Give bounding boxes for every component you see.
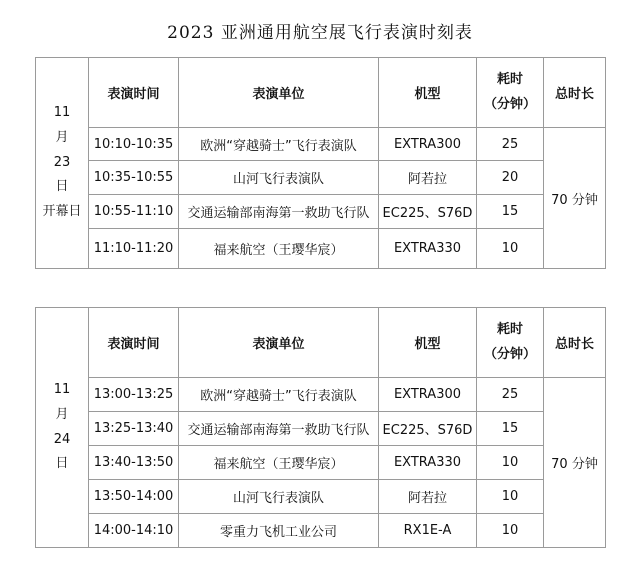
date-line: 开幕日 bbox=[42, 204, 82, 220]
table-row bbox=[36, 128, 606, 161]
cell-unit: 欧洲“穿越骑士”飞行表演队 bbox=[179, 378, 379, 412]
header-duration bbox=[477, 308, 544, 378]
date-cell-day1 bbox=[36, 58, 89, 269]
cell-total-day1: 70 分钟 bbox=[544, 128, 606, 269]
cell-model: EC225、S76D bbox=[379, 412, 477, 446]
header-unit: 表演单位 bbox=[179, 58, 379, 128]
cell-unit: 山河飞行表演队 bbox=[179, 480, 379, 514]
date-line: 24 bbox=[53, 431, 71, 447]
cell-model: EC225、S76D bbox=[379, 195, 477, 229]
date-line: 日 bbox=[55, 179, 69, 195]
table-row bbox=[36, 195, 606, 229]
date-line: 月 bbox=[55, 406, 69, 422]
page-title: 2023 亚洲通用航空展飞行表演时刻表 bbox=[167, 23, 473, 43]
date-line: 23 bbox=[53, 154, 71, 170]
cell-duration: 20 bbox=[477, 161, 544, 195]
cell-unit: 福来航空（王璎华宸） bbox=[179, 446, 379, 480]
cell-duration: 10 bbox=[477, 446, 544, 480]
cell-model: RX1E-A bbox=[379, 514, 477, 548]
table-row bbox=[36, 229, 606, 269]
header-total: 总时长 bbox=[544, 308, 606, 378]
cell-unit: 零重力飞机工业公司 bbox=[179, 514, 379, 548]
cell-model: EXTRA330 bbox=[379, 446, 477, 480]
cell-time: 13:50-14:00 bbox=[89, 480, 179, 514]
header-total: 总时长 bbox=[544, 58, 606, 128]
header-duration-line2: （分钟） bbox=[483, 346, 536, 362]
header-model: 机型 bbox=[379, 308, 477, 378]
cell-time: 13:00-13:25 bbox=[89, 378, 179, 412]
schedule-table-day2 bbox=[35, 307, 606, 548]
date-line: 11 bbox=[53, 382, 71, 398]
cell-unit: 交通运输部南海第一救助飞行队 bbox=[179, 412, 379, 446]
cell-model: 阿若拉 bbox=[379, 480, 477, 514]
table-row bbox=[36, 412, 606, 446]
cell-unit: 山河飞行表演队 bbox=[179, 161, 379, 195]
cell-model: EXTRA300 bbox=[379, 378, 477, 412]
header-model: 机型 bbox=[379, 58, 477, 128]
cell-time: 13:40-13:50 bbox=[89, 446, 179, 480]
header-time: 表演时间 bbox=[89, 58, 179, 128]
cell-duration: 15 bbox=[477, 195, 544, 229]
header-row bbox=[36, 308, 606, 378]
schedule-table-day1 bbox=[35, 57, 606, 269]
cell-duration: 15 bbox=[477, 412, 544, 446]
header-row bbox=[36, 58, 606, 128]
cell-unit: 欧洲“穿越骑士”飞行表演队 bbox=[179, 128, 379, 161]
date-cell-day2 bbox=[36, 308, 89, 548]
header-time: 表演时间 bbox=[89, 308, 179, 378]
cell-time: 14:00-14:10 bbox=[89, 514, 179, 548]
header-unit: 表演单位 bbox=[179, 308, 379, 378]
header-duration-line2: （分钟） bbox=[483, 96, 536, 112]
cell-model: 阿若拉 bbox=[379, 161, 477, 195]
table-row bbox=[36, 378, 606, 412]
cell-time: 13:25-13:40 bbox=[89, 412, 179, 446]
cell-unit: 福来航空（王璎华宸） bbox=[179, 229, 379, 269]
date-line: 日 bbox=[55, 456, 69, 472]
header-duration bbox=[477, 58, 544, 128]
cell-total-day2: 70 分钟 bbox=[544, 378, 606, 548]
header-duration-line1: 耗时 bbox=[496, 321, 523, 337]
cell-time: 10:10-10:35 bbox=[89, 128, 179, 161]
table-row bbox=[36, 446, 606, 480]
cell-unit: 交通运输部南海第一救助飞行队 bbox=[179, 195, 379, 229]
cell-duration: 25 bbox=[477, 378, 544, 412]
cell-model: EXTRA330 bbox=[379, 229, 477, 269]
cell-time: 10:35-10:55 bbox=[89, 161, 179, 195]
cell-duration: 10 bbox=[477, 480, 544, 514]
date-line: 月 bbox=[55, 129, 69, 145]
cell-time: 10:55-11:10 bbox=[89, 195, 179, 229]
header-duration-line1: 耗时 bbox=[496, 71, 523, 87]
cell-duration: 10 bbox=[477, 229, 544, 269]
table-row bbox=[36, 514, 606, 548]
date-line: 11 bbox=[53, 105, 71, 121]
cell-time: 11:10-11:20 bbox=[89, 229, 179, 269]
cell-duration: 10 bbox=[477, 514, 544, 548]
cell-model: EXTRA300 bbox=[379, 128, 477, 161]
cell-duration: 25 bbox=[477, 128, 544, 161]
table-row bbox=[36, 480, 606, 514]
table-row bbox=[36, 161, 606, 195]
